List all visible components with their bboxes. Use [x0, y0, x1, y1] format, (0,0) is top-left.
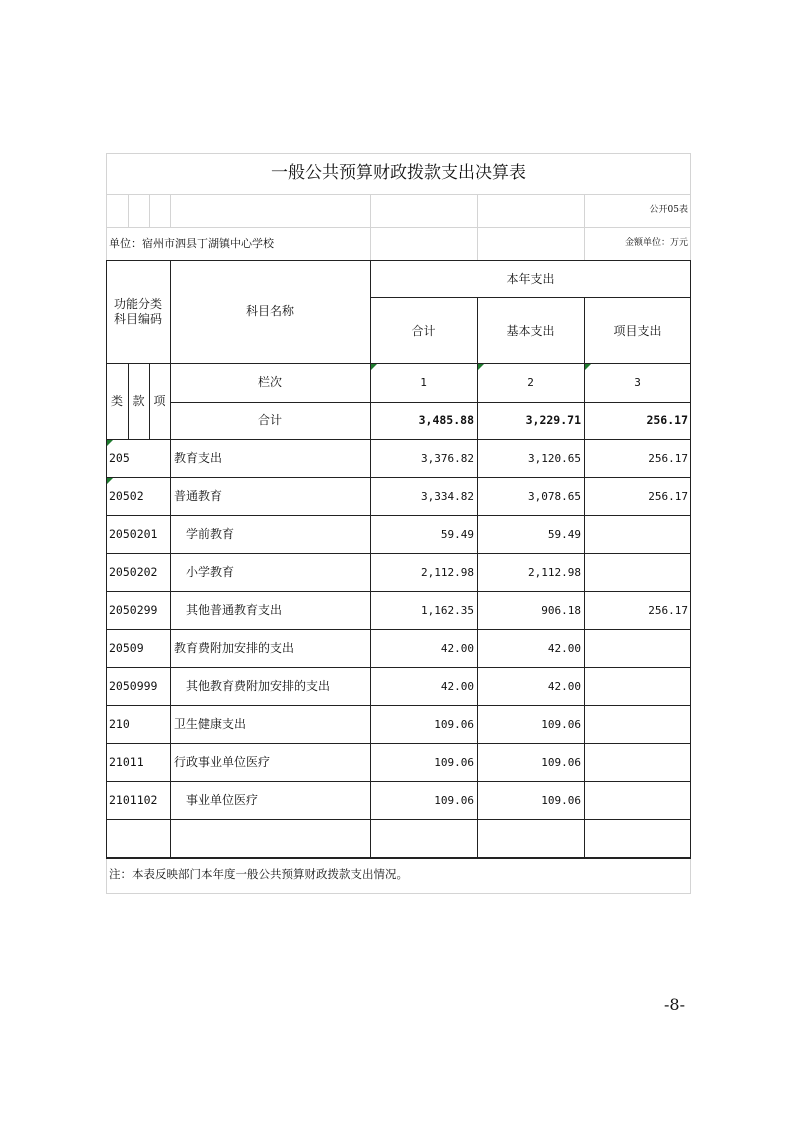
- xiang-header: 项: [153, 394, 166, 408]
- row-divider: [106, 667, 691, 668]
- func-code-header-line2: 科目编码: [113, 312, 162, 326]
- row-basic: 3,078.65: [528, 490, 581, 503]
- row-project: 256.17: [648, 452, 688, 465]
- row-divider: [106, 743, 691, 744]
- row-project: 256.17: [648, 604, 688, 617]
- row-divider: [106, 553, 691, 554]
- row-basic: 109.06: [541, 756, 581, 769]
- row-code: 2050299: [109, 603, 158, 617]
- amount-unit: 金额单位：万元: [624, 238, 688, 248]
- row-divider: [106, 591, 691, 592]
- row-name: 其他教育费附加安排的支出: [186, 679, 331, 693]
- row-basic: 42.00: [547, 680, 581, 693]
- total-header: 合计: [411, 324, 436, 338]
- row-code: 21011: [109, 755, 144, 769]
- form-code: 公开05表: [649, 205, 688, 215]
- cell-marker: [585, 364, 591, 370]
- row-total: 3,376.82: [421, 452, 474, 465]
- sum-project: 256.17: [646, 413, 688, 427]
- row-code: 210: [109, 717, 130, 731]
- row-basic: 109.06: [541, 718, 581, 731]
- row-code: 2050201: [109, 527, 158, 541]
- column-index-label: 栏次: [257, 375, 282, 389]
- row-code: 20502: [109, 489, 144, 503]
- row-divider: [106, 629, 691, 630]
- row-divider: [106, 477, 691, 478]
- row-divider: [106, 857, 691, 858]
- func-code-header-line1: 功能分类: [113, 297, 162, 311]
- row-name: 小学教育: [186, 565, 235, 579]
- row-basic: 906.18: [541, 604, 581, 617]
- row-total: 2,112.98: [421, 566, 474, 579]
- row-divider: [106, 819, 691, 820]
- row-code: 2050202: [109, 565, 158, 579]
- row-name: 学前教育: [186, 527, 235, 541]
- subject-name-header: 科目名称: [245, 304, 294, 318]
- row-basic: 109.06: [541, 794, 581, 807]
- page-number: -8-: [664, 995, 685, 1014]
- row-total: 42.00: [440, 642, 474, 655]
- basic-header: 基本支出: [506, 324, 555, 338]
- column-index-2: 2: [527, 376, 534, 389]
- column-index-3: 3: [634, 376, 641, 389]
- column-index-1: 1: [420, 376, 427, 389]
- row-total: 109.06: [434, 756, 474, 769]
- sum-label: 合计: [257, 413, 282, 427]
- row-name: 其他普通教育支出: [186, 603, 283, 617]
- row-total: 109.06: [434, 794, 474, 807]
- row-name: 教育支出: [174, 451, 223, 465]
- row-code: 205: [109, 451, 130, 465]
- unit-label: 单位：宿州市泗县丁湖镇中心学校: [109, 237, 274, 250]
- row-total: 42.00: [440, 680, 474, 693]
- row-divider: [106, 781, 691, 782]
- row-basic: 59.49: [547, 528, 581, 541]
- row-name: 普通教育: [174, 489, 223, 503]
- row-total: 1,162.35: [421, 604, 474, 617]
- row-total: 59.49: [440, 528, 474, 541]
- cell-marker: [371, 364, 377, 370]
- row-total: 3,334.82: [421, 490, 474, 503]
- footnote: 注：本表反映部门本年度一般公共预算财政拨款支出情况。: [109, 867, 408, 881]
- lei-header: 类: [110, 394, 123, 408]
- row-basic: 3,120.65: [528, 452, 581, 465]
- current-year-header: 本年支出: [506, 272, 555, 286]
- cell-marker: [107, 478, 113, 484]
- row-name: 行政事业单位医疗: [174, 755, 271, 769]
- row-name: 教育费附加安排的支出: [174, 641, 295, 655]
- row-code: 2050999: [109, 679, 158, 693]
- row-basic: 2,112.98: [528, 566, 581, 579]
- sum-basic: 3,229.71: [525, 413, 581, 427]
- row-code: 2101102: [109, 793, 158, 807]
- cell-marker: [107, 440, 113, 446]
- row-divider: [106, 705, 691, 706]
- row-name: 卫生健康支出: [174, 717, 247, 731]
- row-total: 109.06: [434, 718, 474, 731]
- project-header: 项目支出: [613, 324, 662, 338]
- row-project: 256.17: [648, 490, 688, 503]
- row-code: 20509: [109, 641, 144, 655]
- row-divider: [106, 515, 691, 516]
- row-basic: 42.00: [547, 642, 581, 655]
- kuan-header: 款: [132, 394, 145, 408]
- sum-total: 3,485.88: [418, 413, 474, 427]
- row-name: 事业单位医疗: [186, 793, 259, 807]
- page-title: 一般公共预算财政拨款支出决算表: [271, 163, 526, 183]
- cell-marker: [478, 364, 484, 370]
